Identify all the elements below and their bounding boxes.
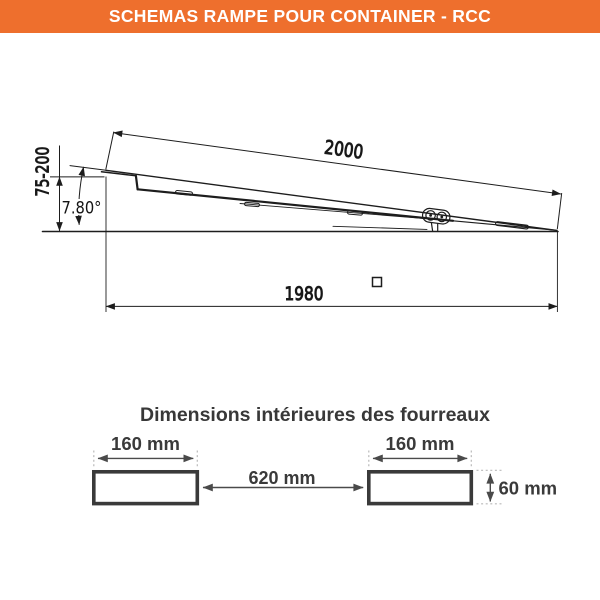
dim-60-label: 60 mm [498, 477, 558, 499]
wheel-leg-a [431, 223, 432, 231]
ramp-under-rail [333, 226, 427, 229]
ramp-top-edge [106, 170, 557, 230]
dim-2000-ext-right [557, 193, 561, 229]
fourreaux-title: Dimensions intérieures des fourreaux [139, 404, 491, 426]
dim-1980-label: 1980 [284, 283, 324, 305]
fourreaux-section [94, 404, 557, 504]
ref-square [373, 278, 382, 287]
ramp-lip-step [136, 176, 138, 190]
header-title: SCHEMAS RAMPE POUR CONTAINER - RCC [108, 6, 492, 26]
dim-160-left-label: 160 mm [111, 433, 180, 454]
ramp-mid-rail [240, 204, 425, 219]
dim-height-label: 75-200 [32, 132, 54, 197]
slope-extension-line [70, 166, 106, 171]
dim-angle-label: 7.80° [61, 198, 102, 219]
left-sleeve-rect [94, 472, 198, 504]
dim-2000-label: 2000 [323, 136, 374, 165]
wheel-right-axle [440, 216, 443, 219]
dim-2000 [106, 132, 562, 230]
dim-620-label: 620 mm [248, 468, 316, 488]
dim-1980 [106, 177, 557, 313]
ramp-plate-edge [138, 189, 453, 221]
dim-160-right-label: 160 mm [385, 433, 455, 454]
right-sleeve-rect [369, 472, 472, 504]
dim-angle [62, 167, 102, 225]
wheel-left-axle [429, 214, 432, 217]
ramp-side-view [43, 166, 559, 232]
dim-2000-ext-left [106, 132, 114, 170]
